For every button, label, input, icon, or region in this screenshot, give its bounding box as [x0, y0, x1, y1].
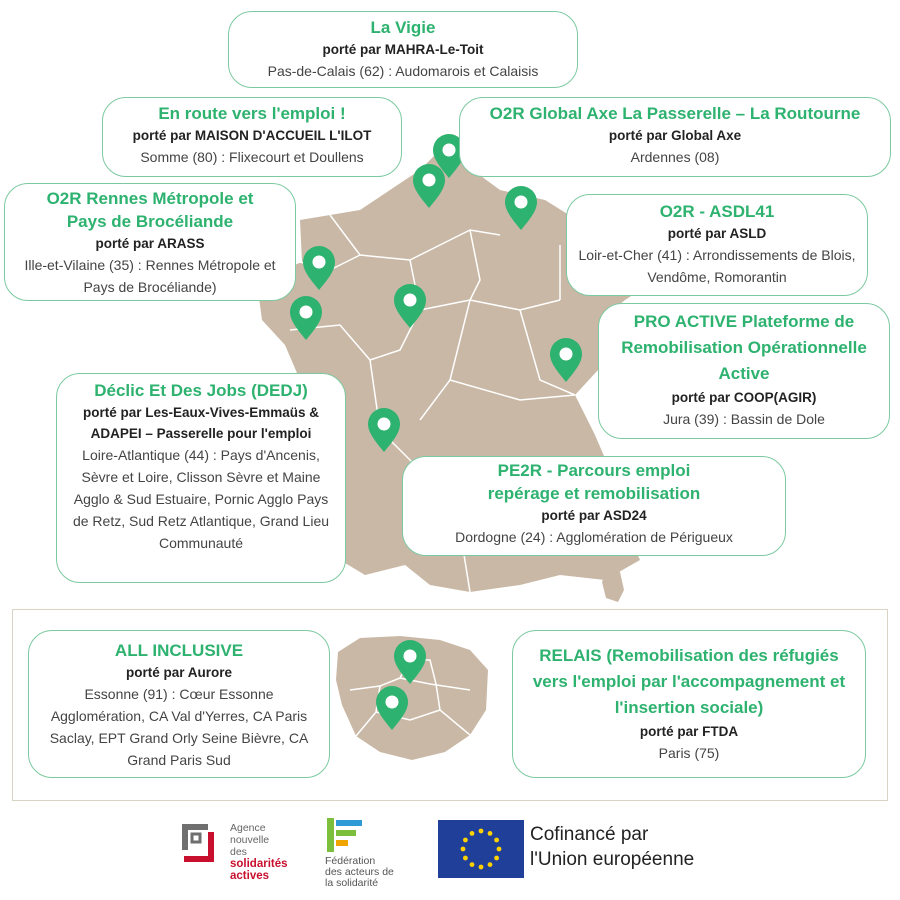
card-desc: Paris (75)	[658, 745, 720, 761]
anisa-line4: actives	[230, 870, 270, 882]
anisa-logo	[178, 820, 288, 882]
card-all-inclusive[interactable]	[28, 630, 330, 778]
card-title: RELAIS (Remobilisation des réfugiés vers l'emploi par l'accompagnement et l'insertion sociale)	[532, 646, 846, 717]
card-porteur: porté par MAHRA-Le-Toit	[322, 42, 484, 57]
card-title: ALL INCLUSIVE	[114, 641, 244, 660]
card-global-axe[interactable]	[459, 97, 891, 177]
card-desc: Essonne (91) : Cœur Essonne Agglomération, CA Val d'Yerres, CA Paris Saclay, EPT Grand Orly Seine Bièvre, CA Grand Paris Sud	[49, 686, 309, 768]
card-title: En route vers l'emploi !	[158, 104, 346, 123]
card-desc: Pas-de-Calais (62) : Audomarois et Calaisis	[267, 63, 539, 79]
eu-line2: l'Union européenne	[530, 849, 695, 870]
anisa-line1: Agence	[230, 822, 266, 834]
card-desc: Ardennes (08)	[630, 149, 720, 165]
card-pe2r[interactable]	[402, 456, 786, 556]
card-rennes[interactable]	[4, 183, 296, 301]
card-title: PE2R - Parcours emploi repérage et remobilisation	[487, 461, 701, 503]
card-porteur: porté par ARASS	[95, 236, 205, 251]
card-desc: Loire-Atlantique (44) : Pays d'Ancenis, Sèvre et Loire, Clisson Sèvre et Maine Agglo & Sud Estuaire, Pornic Agglo Pays de Retz, Sud Retz Atlantique, Grand Lieu Communauté	[72, 447, 330, 551]
card-la-vigie[interactable]	[228, 11, 578, 88]
fas-line1: Fédération	[325, 855, 376, 867]
card-porteur: porté par ASD24	[541, 508, 647, 523]
card-porteur: porté par ASLD	[667, 226, 767, 241]
card-title: O2R Rennes Métropole et Pays de Brocéliande	[46, 189, 254, 231]
eu-flag-icon	[438, 820, 524, 878]
fas-logo	[325, 818, 435, 889]
card-desc: Loir-et-Cher (41) : Arrondissements de Blois, Vendôme, Romorantin	[578, 247, 856, 285]
fas-line3: la solidarité	[325, 877, 379, 889]
card-pro-active[interactable]	[598, 303, 890, 439]
card-asdl41[interactable]	[566, 194, 868, 296]
card-en-route[interactable]	[102, 97, 402, 177]
card-porteur: porté par FTDA	[639, 724, 739, 739]
fas-line2: des acteurs de	[325, 866, 394, 878]
card-title: O2R Global Axe La Passerelle – La Routourne	[489, 104, 861, 123]
anisa-line2: nouvelle des	[230, 834, 270, 858]
card-title: La Vigie	[370, 18, 436, 37]
anisa-logo-icon	[178, 820, 224, 866]
card-porteur: porté par Global Axe	[608, 128, 742, 143]
card-desc: Somme (80) : Flixecourt et Doullens	[140, 149, 364, 165]
card-desc: Jura (39) : Bassin de Dole	[663, 411, 825, 427]
card-desc: Dordogne (24) : Agglomération de Périgueux	[455, 529, 733, 545]
card-relais[interactable]	[512, 630, 866, 778]
fas-logo-icon	[327, 818, 367, 854]
card-porteur: porté par COOP(AGIR)	[671, 390, 817, 405]
card-desc: Ille-et-Vilaine (35) : Rennes Métropole et Pays de Brocéliande)	[24, 257, 276, 295]
card-title: Déclic Et Des Jobs (DEDJ)	[94, 381, 308, 400]
anisa-line3: solidarités	[230, 858, 288, 870]
eu-cofinance-text	[530, 822, 694, 872]
card-dedj[interactable]	[56, 373, 346, 583]
card-porteur: porté par Aurore	[125, 665, 233, 680]
card-porteur: porté par Les-Eaux-Vives-Emmaüs & ADAPEI – Passerelle pour l'emploi	[82, 405, 320, 441]
card-porteur: porté par MAISON D'ACCUEIL L'ILOT	[132, 128, 372, 143]
eu-line1: Cofinancé par	[530, 824, 649, 845]
card-title: PRO ACTIVE Plateforme de Remobilisation Opérationnelle Active	[621, 312, 867, 383]
card-title: O2R - ASDL41	[659, 202, 775, 221]
